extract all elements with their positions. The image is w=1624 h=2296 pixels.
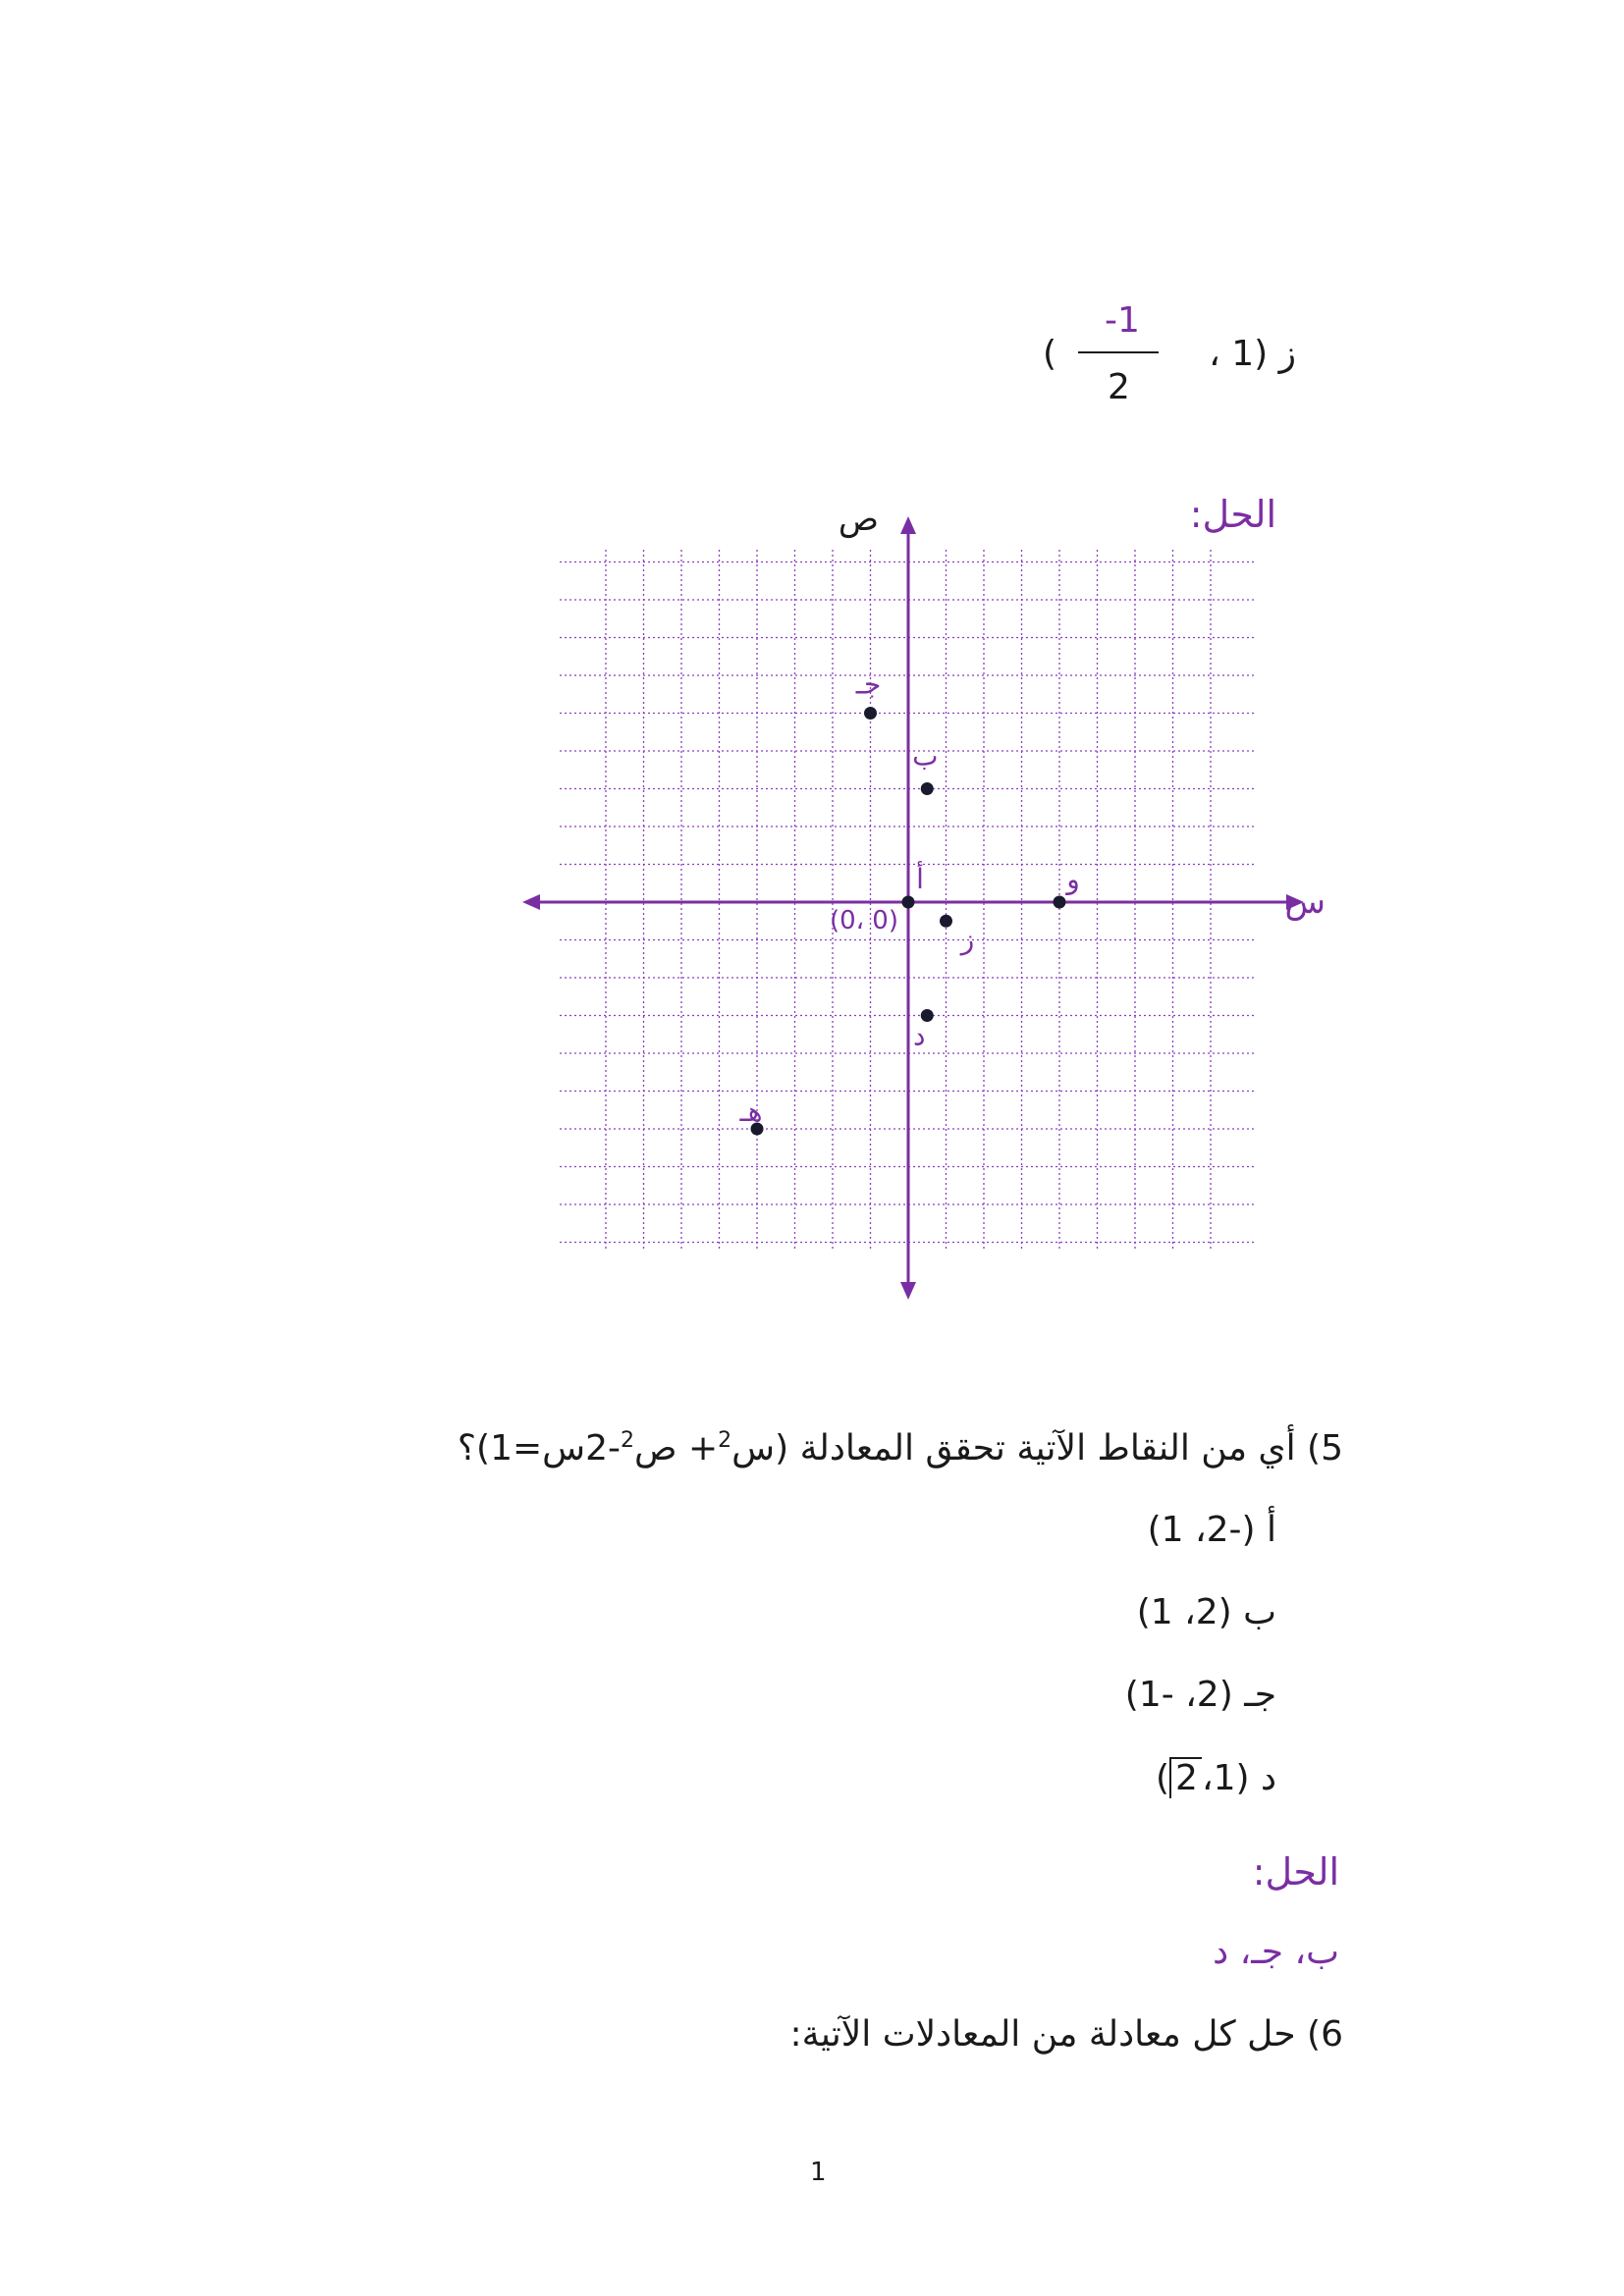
point-label: جـ <box>855 667 882 701</box>
solution-label-2: الحل: <box>1252 1850 1339 1894</box>
point-marker <box>940 915 952 928</box>
point-marker <box>902 896 915 909</box>
point-marker <box>921 782 934 795</box>
open-paren: ( <box>1043 334 1057 374</box>
point-marker <box>1054 896 1066 909</box>
option-b: ب (2، 1) <box>1136 1592 1276 1632</box>
option-a: أ (-2، 1) <box>1147 1510 1276 1550</box>
option-d-prefix: د (1، <box>1201 1758 1276 1798</box>
coordinate-plane <box>511 491 1326 1325</box>
question-5-sup1: 2 <box>718 1428 732 1453</box>
point-label: أ <box>916 863 924 895</box>
point-label: ب <box>912 739 939 773</box>
answer-5: ب، جـ، د <box>1213 1932 1339 1972</box>
fraction-numerator: -1 <box>1105 300 1140 341</box>
fraction-bar <box>1078 351 1159 353</box>
question-5-suffix: -2س=1)؟ <box>457 1428 621 1468</box>
page-number: 1 <box>810 2158 827 2187</box>
question-5 <box>458 1428 1343 1468</box>
x-axis-arrow-left <box>522 894 540 910</box>
y-axis-arrow-up <box>900 516 916 534</box>
origin-label: (0، 0) <box>829 906 898 935</box>
point-label: و <box>1066 863 1080 895</box>
point-label: ز <box>960 923 975 956</box>
question-5-middle: + ص <box>634 1428 719 1468</box>
point-z-coordinates <box>1021 294 1296 422</box>
solution-label: الحل: <box>1189 493 1276 536</box>
option-c: جـ (2، -1) <box>1124 1675 1276 1715</box>
point-marker <box>864 707 877 720</box>
x-axis-label: س <box>1284 882 1326 922</box>
question-5-sup2: 2 <box>621 1428 634 1453</box>
option-d <box>1156 1757 1276 1798</box>
point-label: هـ <box>739 1095 763 1128</box>
option-d-suffix: ) <box>1155 1758 1170 1798</box>
y-axis-arrow-down <box>900 1282 916 1300</box>
axes <box>522 516 1304 1300</box>
question-6: 6) حل كل معادلة من المعادلات الآتية: <box>789 2014 1343 2055</box>
square-root: 2 <box>1169 1757 1202 1798</box>
point-label: د <box>913 1019 926 1052</box>
fraction-denominator: 2 <box>1108 367 1130 407</box>
question-5-prefix: 5) أي من النقاط الآتية تحقق المعادلة (س <box>731 1428 1343 1468</box>
y-axis-label: ص <box>838 500 879 539</box>
point-z-label: ز (1 ، <box>1209 334 1296 374</box>
